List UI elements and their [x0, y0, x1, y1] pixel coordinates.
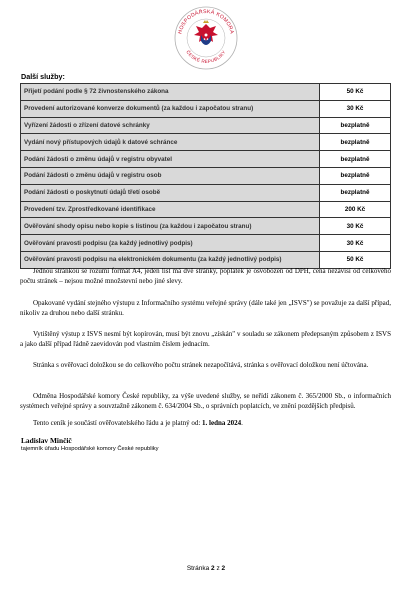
fee-price: 50 Kč	[320, 84, 391, 101]
paragraph-text: Odměna Hospodářské komory České republiky, za výše uvedené služby, se neřídí zákonem č. 365/2000 Sb., o informačních systémech veřejné správy a souvztažně zákonem č. 634/2004 Sb., o správních poplatcích, ve znění pozdějších předpisů.	[20, 392, 391, 411]
fee-name: Podání žádosti o změnu údajů v registru obyvatel	[21, 151, 320, 168]
signer-title: tajemník úřadu Hospodářské komory České republiky	[21, 446, 159, 452]
fee-price: bezplatně	[320, 117, 391, 134]
signer-name: Ladislav Minčič	[21, 436, 72, 445]
paragraph-text: Jednou stránkou se rozumí formát A4, jeden list má dvě stránky, poplatek je osvobozen od DPH, cena nezávisí od celkového počtu stránek – nejsou možné množstevní nebo jiné slevy.	[20, 267, 391, 286]
table-row	[21, 84, 391, 101]
fee-price: bezplatně	[320, 151, 391, 168]
paragraph-printed-output	[20, 329, 391, 350]
fee-price: 200 Kč	[320, 201, 391, 218]
validity-statement	[20, 418, 391, 428]
fee-price: 30 Kč	[320, 235, 391, 252]
logo-arc-text-top: HOSPODÁŘSKÁ KOMORA	[177, 8, 235, 35]
fee-name: Vydání nový přístupových údajů k datové schránce	[21, 134, 320, 151]
paragraph-verification-page	[20, 360, 391, 370]
paragraph-text: Vytištěný výstup z ISVS nesmí být kopírován, musí být znovu „získán" v souladu se zákonem předepsaným způsobem z ISVS a jako další případ řádně zaevidován pod vlastním číslem jednacím.	[20, 330, 391, 349]
fee-price: 30 Kč	[320, 100, 391, 117]
footer-total: 2	[221, 565, 226, 572]
fee-table	[20, 83, 391, 269]
fee-name: Provedení tzv. Zprostředkované identifikace	[21, 201, 320, 218]
validity-date: 1. ledna 2024	[202, 419, 242, 427]
fee-price: 30 Kč	[320, 218, 391, 235]
table-row	[21, 134, 391, 151]
fee-price: bezplatně	[320, 184, 391, 201]
paragraph-legal-basis	[20, 391, 391, 412]
fee-name: Vyřízení žádosti o zřízení datové schránky	[21, 117, 320, 134]
paragraph-page-definition	[20, 266, 391, 287]
validity-text: Tento ceník je součástí ověřovatelského řádu a je platný od:	[33, 419, 203, 427]
fee-price: bezplatně	[320, 167, 391, 184]
table-row	[21, 100, 391, 117]
fee-name: Ověřování pravosti podpisu (za každý jednotlivý podpis)	[21, 235, 320, 252]
fee-name: Podání žádosti o poskytnutí údajů třetí osobě	[21, 184, 320, 201]
fee-name: Ověřování pravosti podpisu na elektronickém dokumentu (za každý jednotlivý podpis)	[21, 251, 320, 268]
paragraph-repeat-output	[20, 298, 391, 319]
chamber-logo	[172, 4, 240, 72]
fee-price: 50 Kč	[320, 251, 391, 268]
logo-arc-text-bottom: ČESKÉ REPUBLIKY	[185, 49, 227, 65]
paragraph-text: Stránka s ověřovací doložkou se do celkového počtu stránek nezapočítává, stránka s ověřovací doložkou není účtována.	[33, 361, 369, 369]
eagle-emblem-icon	[194, 20, 218, 45]
footer-page: 2	[211, 565, 215, 572]
table-row	[21, 235, 391, 252]
table-row	[21, 201, 391, 218]
fee-name: Podání žádosti o změnu údajů v registru osob	[21, 167, 320, 184]
table-row	[21, 117, 391, 134]
section-label: Další služby:	[21, 72, 65, 81]
table-row	[21, 167, 391, 184]
fee-price: bezplatně	[320, 134, 391, 151]
table-row	[21, 184, 391, 201]
footer-prefix: Stránka	[186, 565, 212, 572]
page-number	[0, 565, 412, 572]
paragraph-text: Opakované vydání stejného výstupu z Informačního systému veřejné správy (dále také jen „ISVS") se považuje za další případ, nikoliv za druhou nebo další stránku.	[20, 299, 391, 318]
footer-middle: z	[214, 565, 222, 572]
table-row	[21, 218, 391, 235]
fee-name: Přijetí podání podle § 72 živnostenského zákona	[21, 84, 320, 101]
fee-name: Provedení autorizované konverze dokumentů (za každou i započatou stranu)	[21, 100, 320, 117]
fee-name: Ověřování shody opisu nebo kopie s listinou (za každou i započatou stranu)	[21, 218, 320, 235]
validity-end: .	[241, 419, 243, 427]
table-row	[21, 151, 391, 168]
